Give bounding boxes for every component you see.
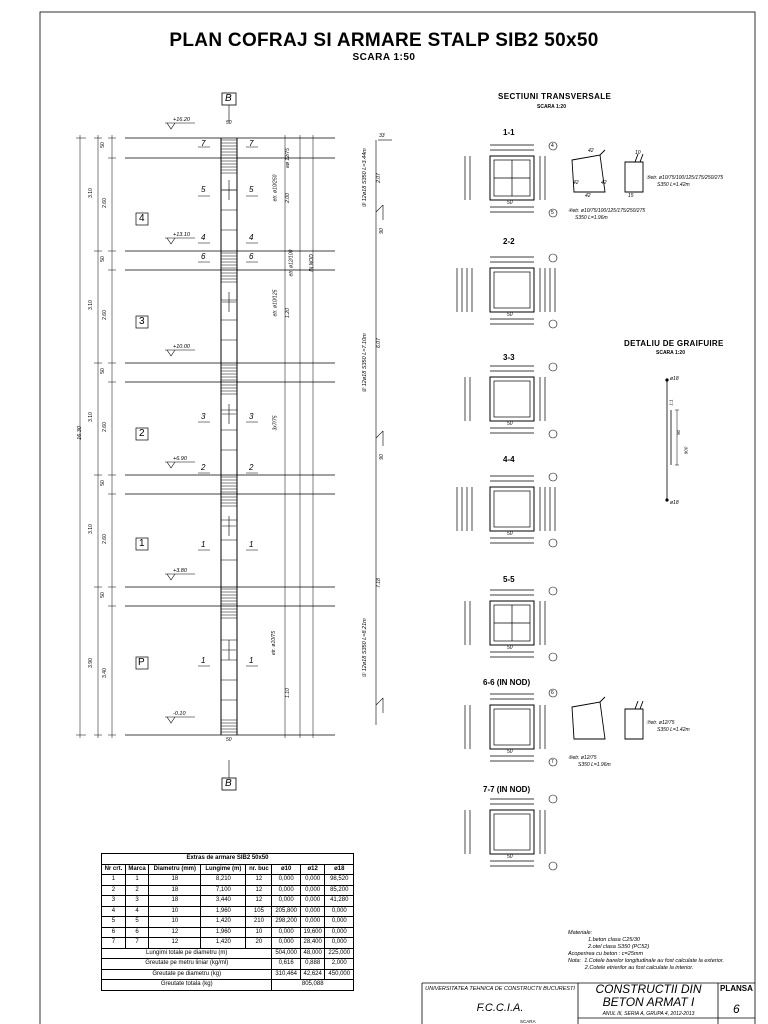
table-cell: 5: [125, 917, 148, 928]
bar-mark: 6: [201, 252, 206, 261]
bar-mark: 1: [201, 540, 206, 549]
table-cell: 105: [246, 906, 272, 917]
table-cell: 4: [102, 906, 126, 917]
bar-mark: 5: [201, 185, 206, 194]
total-cell: 42,624: [300, 969, 325, 980]
table-cell: 0,000: [272, 875, 300, 886]
table-cell: 0,000: [300, 885, 325, 896]
stirrup-note: S350 L=1.42m: [657, 182, 690, 188]
stirrup-dim: 42: [573, 180, 579, 186]
subject-line-1: CONSTRUCTII DIN: [595, 982, 702, 996]
table-cell: 7: [125, 938, 148, 949]
stirrup-note: ⑦etr. ø12/75: [646, 720, 675, 726]
section-dim: 50: [507, 312, 513, 318]
table-cell: 7: [102, 938, 126, 949]
section-dim: 50: [507, 531, 513, 537]
table-cell: 18: [149, 885, 201, 896]
plansa-number: 6: [733, 1002, 740, 1016]
floor-number: 4: [139, 213, 145, 224]
table-cell: 0,000: [325, 927, 354, 938]
section-2-2: [457, 257, 555, 324]
floor-number: 2: [139, 428, 145, 439]
table-header: Marca: [125, 864, 148, 875]
section-5-5: [465, 590, 545, 657]
table-header: Lungime (m): [201, 864, 246, 875]
table-cell: 41,280: [325, 896, 354, 907]
bar-dim: 90: [378, 454, 385, 460]
table-grand-total-row: [102, 980, 354, 991]
lap-splice-detail: [666, 379, 682, 501]
dim-label: 2.60: [101, 534, 108, 544]
dim-label: 3.90: [87, 658, 94, 668]
bar-label: ③ 12ø18 S350 L=3.44m: [361, 148, 368, 208]
table-cell: 10: [149, 917, 201, 928]
materials-notes: [568, 930, 724, 972]
table-cell: 1,420: [201, 917, 246, 928]
table-header: nr. buc: [246, 864, 272, 875]
dim-label: 50: [99, 142, 106, 148]
bar-mark: 6: [249, 252, 254, 261]
column-width-dim: 50: [226, 737, 232, 743]
bar-mark: 2: [249, 463, 254, 472]
detail-dim: 1:1: [668, 399, 674, 406]
detail-bar-label: ø18: [670, 500, 679, 506]
notes-line: 1.beton clasa C25/30: [588, 937, 640, 943]
section-4-4: [457, 476, 555, 543]
cross-sections: [457, 142, 646, 870]
notes-heading: Materiale:: [568, 930, 593, 936]
table-row: [102, 896, 354, 907]
column-elevation: [76, 93, 392, 790]
total-height-dim: 16.30: [76, 426, 83, 440]
dim-label: 2.60: [101, 310, 108, 320]
detail-dim: 90: [676, 429, 682, 436]
stirrup-note: S350 L=1.96m: [575, 215, 608, 221]
floor-number: P: [138, 657, 145, 668]
table-cell: 0,000: [272, 885, 300, 896]
table-cell: 0,000: [300, 896, 325, 907]
bar-mark: 3: [249, 412, 254, 421]
table-cell: 85,200: [325, 885, 354, 896]
table-cell: 3: [102, 896, 126, 907]
bar-mark: 7: [249, 139, 254, 148]
stirrup-label: etr. ø10/250: [272, 174, 279, 202]
section-label: 3-3: [503, 353, 515, 362]
table-cell: 210: [246, 917, 272, 928]
bar-mark: 4: [249, 233, 254, 242]
bar-mark: 1: [201, 656, 206, 665]
detail-bar-label: ø18: [670, 376, 679, 382]
total-label: Greutate pe diametru (kg): [102, 969, 272, 980]
table-cell: 298,200: [272, 917, 300, 928]
table-row: [102, 875, 354, 886]
section-dim: 50: [507, 645, 513, 651]
plansa-label: PLANSA: [720, 984, 753, 993]
table-cell: 2: [125, 885, 148, 896]
notes-line: 2.Cotele etrierilor au fost calculate la interior.: [568, 965, 694, 971]
table-cell: 1: [102, 875, 126, 886]
stirrup-note: ④etr. ø10/75/100/125/175/250/275: [568, 208, 646, 214]
section-dim: 50: [507, 200, 513, 206]
total-cell: 0,888: [300, 959, 325, 970]
detail-heading: DETALIU DE GRAIFUIRE: [624, 339, 724, 348]
stirrup-label: 2.00: [284, 193, 291, 203]
dim-label: 2.60: [101, 198, 108, 208]
section-dim: 50: [507, 749, 513, 755]
group-info: ANUL III, SERIA A, GRUPA 4, 2012-2013: [602, 1011, 695, 1017]
table-cell: 205,800: [272, 906, 300, 917]
level-label: +13.10: [173, 232, 190, 238]
table-row: [102, 885, 354, 896]
table-caption: Extras de armare SIB2 50x50: [102, 854, 354, 865]
section-dim: 50: [507, 854, 513, 860]
bar-dim: 90: [378, 228, 385, 234]
table-cell: 8,210: [201, 875, 246, 886]
dim-label: 3.10: [87, 524, 94, 534]
table-cell: 12: [149, 927, 201, 938]
notes-line: Acoperirea cu beton : c=25mm: [568, 951, 644, 957]
table-row: [102, 927, 354, 938]
bar-dim: 2.07: [375, 173, 382, 183]
callout-number: 4: [551, 143, 554, 149]
total-cell: 0,616: [272, 959, 300, 970]
total-label: Greutate pe metru liniar (kg/ml): [102, 959, 272, 970]
stirrup-label: IN NOD: [308, 254, 315, 272]
grand-total-label: Greutate totala (kg): [102, 980, 272, 991]
total-cell: 2,000: [325, 959, 354, 970]
section-label: 4-4: [503, 455, 515, 464]
table-cell: 0,000: [272, 938, 300, 949]
dim-label: 3.10: [87, 300, 94, 310]
stirrup-dim: 15: [628, 193, 634, 199]
table-cell: 12: [246, 896, 272, 907]
total-cell: 310,464: [272, 969, 300, 980]
dim-label: 50: [99, 480, 106, 486]
bar-dim: 33: [379, 133, 385, 139]
stirrup-note: S350 L=1.42m: [657, 727, 690, 733]
table-cell: 0,000: [325, 917, 354, 928]
table-header: Nr crt.: [102, 864, 126, 875]
table-cell: 4: [125, 906, 148, 917]
section-1-1: [465, 145, 545, 212]
dim-label: 3.10: [87, 188, 94, 198]
bar-label: ② 12ø18 S350 L=7.10m: [361, 333, 368, 393]
callout-number: 5: [551, 210, 554, 216]
section-mark-bottom: B: [225, 778, 232, 789]
section-7-7: [465, 799, 545, 866]
table-cell: 1,960: [201, 906, 246, 917]
table-cell: 1,420: [201, 938, 246, 949]
table-cell: 0,000: [300, 875, 325, 886]
stirrup-note: S350 L=1.96m: [578, 762, 611, 768]
total-cell: 504,000: [272, 948, 300, 959]
table-cell: 1,960: [201, 927, 246, 938]
stirrup-label: 1.20: [284, 308, 291, 318]
dim-label: 3.40: [101, 668, 108, 678]
bar-dim: 7.18: [375, 578, 382, 588]
table-cell: 0,000: [325, 906, 354, 917]
rebar-schedule-table: [101, 853, 354, 991]
total-label: Lungimi totale pe diametru (m): [102, 948, 272, 959]
detail-scale: SCARA 1:20: [656, 350, 685, 356]
dim-label: 50: [99, 592, 106, 598]
table-cell: 10: [246, 927, 272, 938]
dim-label: 50: [99, 368, 106, 374]
section-mark-top: B: [225, 93, 232, 104]
stirrup-label: 3x7/75: [272, 415, 279, 431]
stirrup-dim: 42: [588, 148, 594, 154]
table-cell: 18: [149, 875, 201, 886]
detail-dim: 900: [683, 446, 689, 455]
stirrup-label: etr. ø10/75: [271, 631, 277, 655]
bar-mark: 3: [201, 412, 206, 421]
stirrup-note: ⑥etr. ø12/75: [568, 755, 597, 761]
section-6-6: [465, 694, 545, 761]
table-cell: 3: [125, 896, 148, 907]
table-cell: 2: [102, 885, 126, 896]
callout-number: 7: [551, 759, 554, 765]
stirrup-note: ⑤etr. ø10/75/100/125/175/250/275: [646, 175, 724, 181]
table-header: Diametru (mm): [149, 864, 201, 875]
table-cell: 10: [149, 906, 201, 917]
bar-mark: 5: [249, 185, 254, 194]
table-cell: 1: [125, 875, 148, 886]
table-row: [102, 906, 354, 917]
stirrup-label: eø 12/75: [284, 148, 291, 168]
bar-mark: 7: [201, 139, 206, 148]
section-label: 2-2: [503, 237, 515, 246]
subject-line-2: BETON ARMAT I: [602, 995, 695, 1009]
table-header: ø18: [325, 864, 354, 875]
table-cell: 28,400: [300, 938, 325, 949]
table-cell: 7,100: [201, 885, 246, 896]
table-cell: 6: [102, 927, 126, 938]
scale-label: SCARA: [520, 1019, 536, 1024]
level-label: +16.20: [173, 117, 190, 123]
table-cell: 19,600: [300, 927, 325, 938]
section-label: 5-5: [503, 575, 515, 584]
table-cell: 18: [149, 896, 201, 907]
level-label: +6.90: [173, 456, 187, 462]
table-total-row: [102, 948, 354, 959]
table-row: [102, 938, 354, 949]
stirrup-label: etr. ø10/125: [272, 289, 279, 317]
column-width-dim: 50: [226, 120, 232, 126]
table-cell: 0,000: [272, 927, 300, 938]
dim-label: 50: [99, 256, 106, 262]
table-header: ø10: [272, 864, 300, 875]
bar-dim: 6.07: [375, 338, 382, 348]
section-label: 1-1: [503, 128, 515, 137]
section-label: 7-7 (IN NOD): [483, 785, 531, 794]
stirrup-label: etr. ø12/100: [288, 249, 295, 277]
stirrup-dim: 42: [585, 193, 591, 199]
table-cell: 0,000: [325, 938, 354, 949]
floor-number: 1: [139, 538, 145, 549]
table-cell: 0,000: [272, 896, 300, 907]
callout-number: 6: [551, 690, 554, 696]
table-header: ø12: [300, 864, 325, 875]
total-cell: 450,000: [325, 969, 354, 980]
table-cell: 98,520: [325, 875, 354, 886]
table-cell: 12: [246, 885, 272, 896]
stirrup-label: 1.10: [284, 688, 291, 698]
dim-label: 3.10: [87, 412, 94, 422]
notes-line: 2.otel clasa S350 (PC52): [588, 944, 650, 950]
notes-line: Nota: 1.Cotele barelor longitudinale au fost calculate la exterior.: [568, 958, 725, 964]
bar-label: ① 12ø18 S350 L=8.21m: [361, 618, 368, 678]
table-cell: 0,000: [300, 906, 325, 917]
total-cell: 48,000: [300, 948, 325, 959]
bar-mark: 1: [249, 540, 254, 549]
stirrup-dim: 10: [635, 150, 641, 156]
grand-total-value: 805,088: [272, 980, 354, 991]
table-cell: 5: [102, 917, 126, 928]
table-cell: 20: [246, 938, 272, 949]
floor-number: 3: [139, 316, 145, 327]
section-3-3: [465, 366, 545, 433]
dim-label: 2.60: [101, 422, 108, 432]
level-label: -0.10: [173, 711, 186, 717]
level-label: +3.80: [173, 568, 187, 574]
table-cell: 12: [149, 938, 201, 949]
sections-heading: SECTIUNI TRANSVERSALE: [498, 92, 612, 101]
table-cell: 6: [125, 927, 148, 938]
table-cell: 12: [246, 875, 272, 886]
table-total-row: [102, 959, 354, 970]
bar-mark: 1: [249, 656, 254, 665]
bar-mark: 4: [201, 233, 206, 242]
section-label: 6-6 (IN NOD): [483, 678, 531, 687]
bar-mark: 2: [201, 463, 206, 472]
university-name: UNIVERSITATEA TEHNICA DE CONSTRUCTII BUCURESTI: [425, 986, 575, 992]
level-label: +10.00: [173, 344, 190, 350]
total-cell: 225,000: [325, 948, 354, 959]
faculty-name: F.C.C.I.A.: [476, 1002, 524, 1014]
stirrup-dim: 42: [601, 180, 607, 186]
section-dim: 50: [507, 421, 513, 427]
drawing-scale: SCARA 1:50: [352, 52, 416, 63]
table-cell: 3,440: [201, 896, 246, 907]
table-total-row: [102, 969, 354, 980]
table-cell: 0,000: [300, 917, 325, 928]
table-row: [102, 917, 354, 928]
drawing-title: PLAN COFRAJ SI ARMARE STALP SIB2 50x50: [169, 30, 599, 51]
sections-scale: SCARA 1:20: [537, 104, 566, 110]
